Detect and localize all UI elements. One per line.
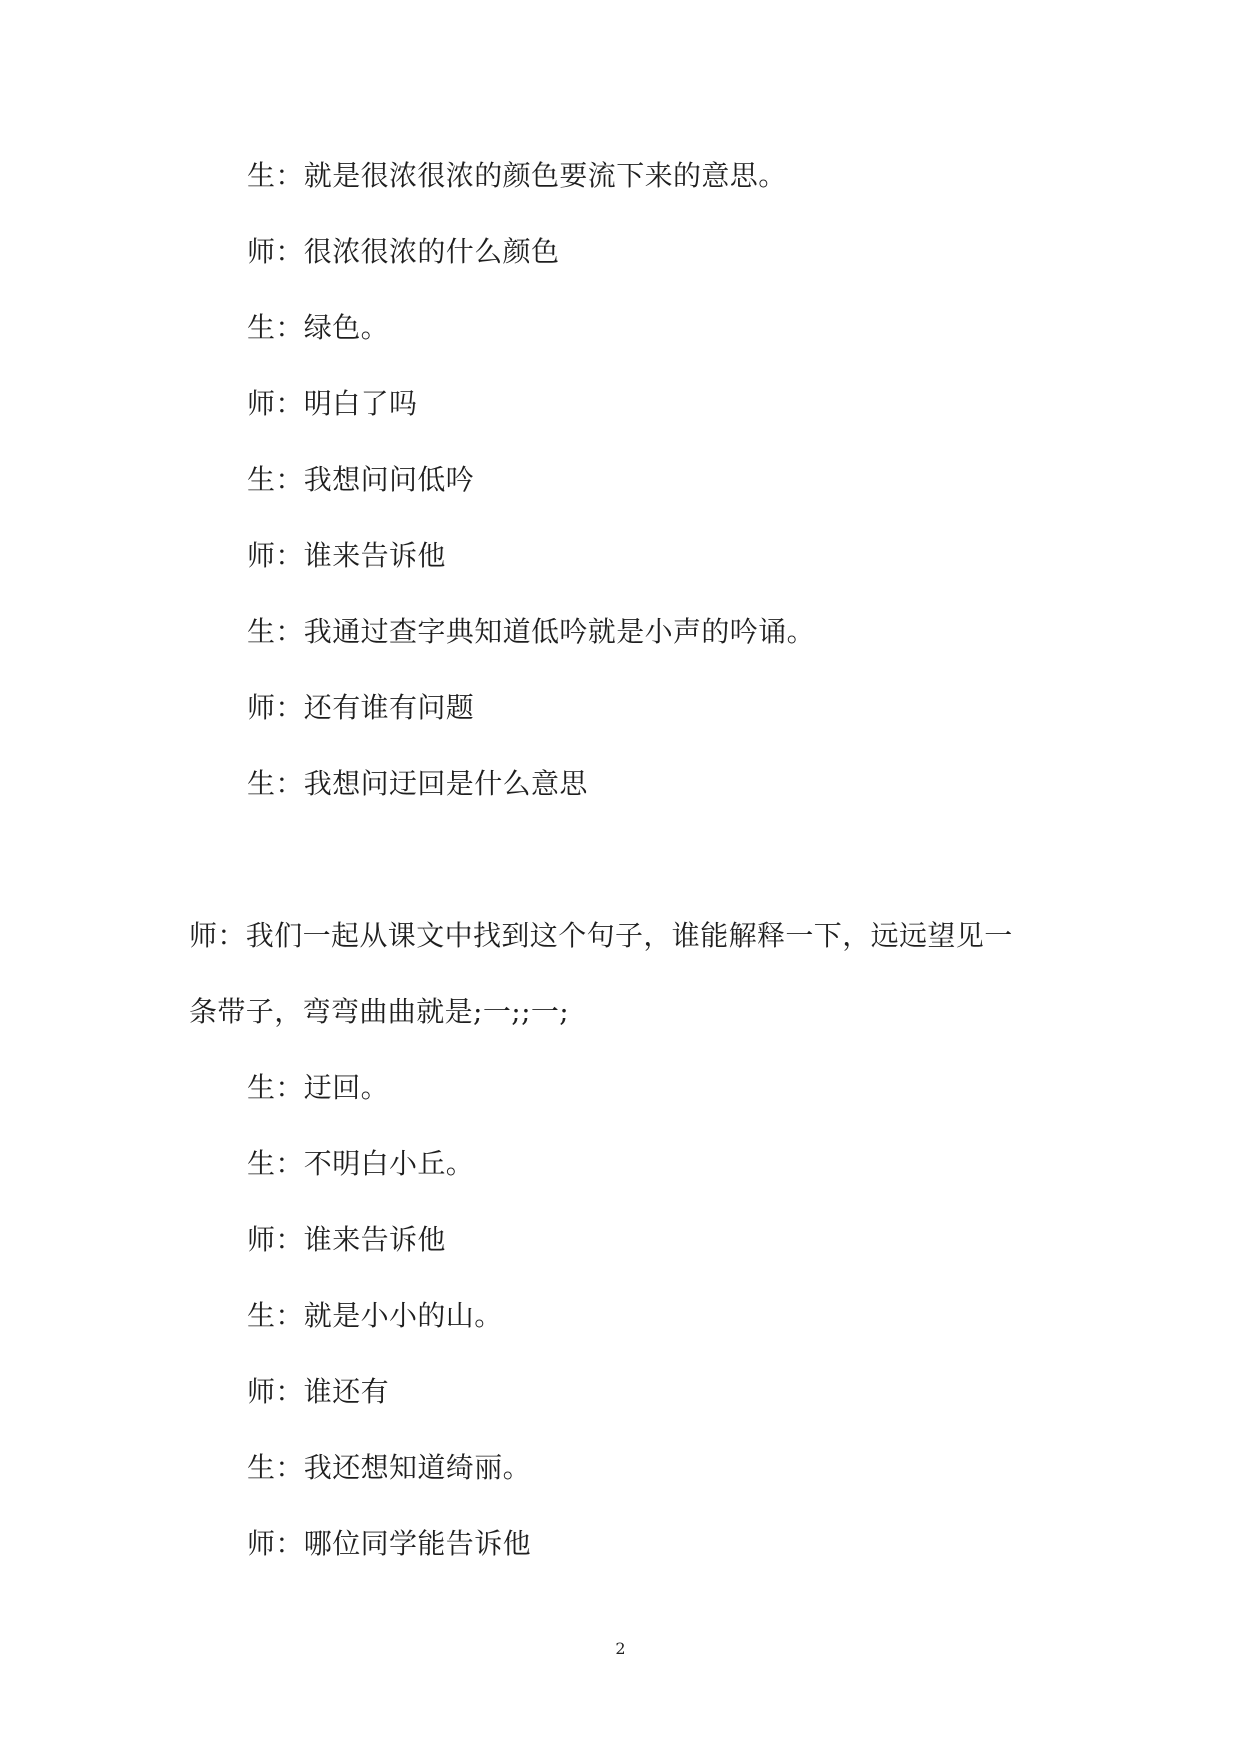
dialogue-line: 生：就是小小的山。: [247, 1299, 503, 1332]
dialogue-line: 生：我想问迂回是什么意思: [247, 767, 588, 800]
dialogue-line: 生：就是很浓很浓的颜色要流下来的意思。: [247, 159, 787, 192]
dialogue-line: 师：明白了吗: [247, 387, 418, 420]
dialogue-line: 生：我还想知道绮丽。: [247, 1451, 532, 1484]
dialogue-line: 师：还有谁有问题: [247, 691, 475, 724]
dialogue-line: 生：不明白小丘。: [247, 1147, 475, 1180]
dialogue-body: [189, 138, 1069, 1582]
dialogue-line: 师：很浓很浓的什么颜色: [247, 235, 560, 268]
dialogue-line: 生：我通过查字典知道低吟就是小声的吟诵。: [247, 615, 816, 648]
dialogue-line: 生：迂回。: [247, 1071, 390, 1104]
dialogue-line: 生：我想问问低吟: [247, 463, 475, 496]
paragraph-line: 条带子，弯弯曲曲就是;一;;一;: [189, 995, 570, 1028]
dialogue-line: 师：谁来告诉他: [247, 1223, 446, 1256]
teacher-paragraph: [189, 898, 1069, 1050]
dialogue-line: 师：哪位同学能告诉他: [247, 1527, 532, 1560]
dialogue-line: 生：绿色。: [247, 311, 390, 344]
dialogue-line: 师：谁还有: [247, 1375, 390, 1408]
page-number: 2: [615, 1639, 626, 1658]
paragraph-spacer: [189, 822, 1069, 898]
paragraph-line: 师：我们一起从课文中找到这个句子，谁能解释一下，远远望见一: [189, 919, 1013, 952]
dialogue-line: 师：谁来告诉他: [247, 539, 446, 572]
